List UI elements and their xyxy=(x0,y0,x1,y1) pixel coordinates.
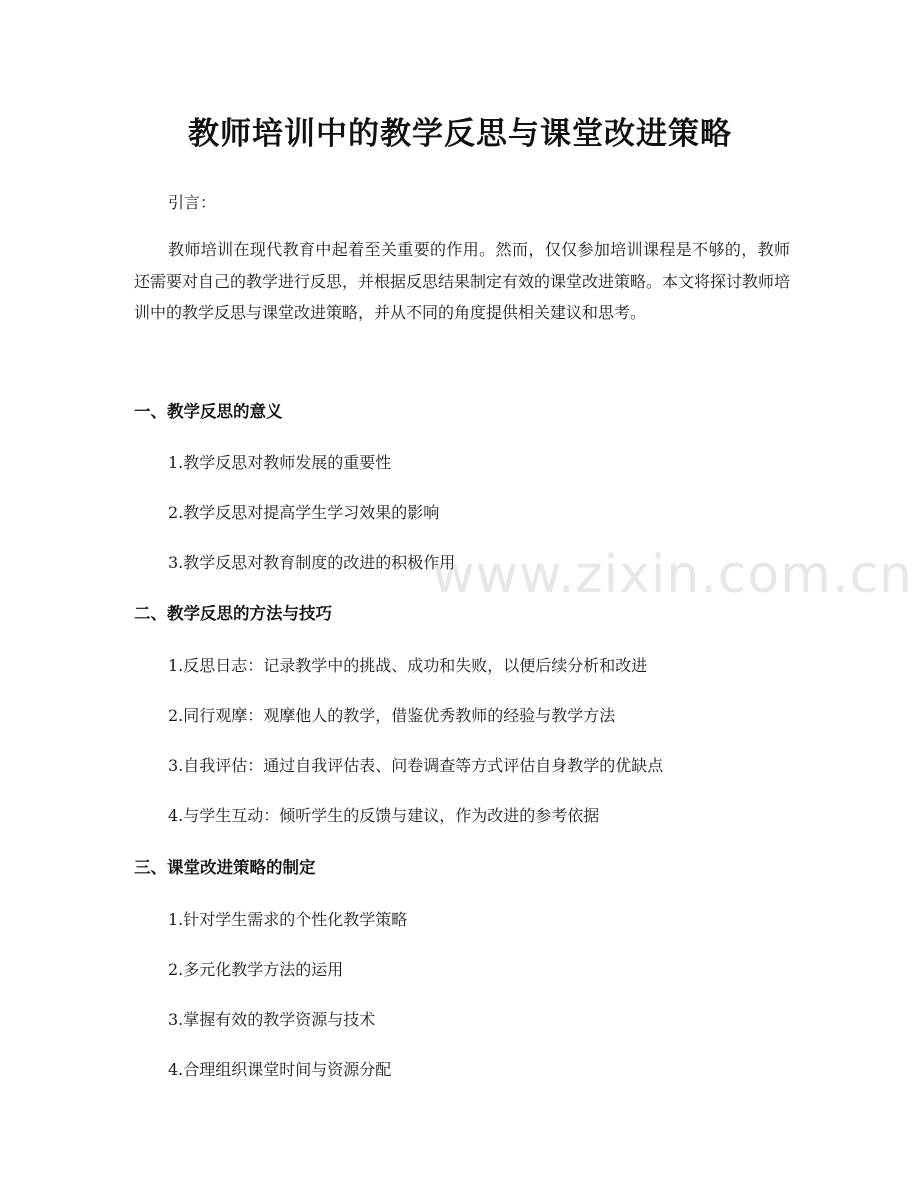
section-2-item-4: 4.与学生互动：倾听学生的反馈与建议，作为改进的参考依据 xyxy=(168,806,600,825)
intro-paragraph: 教师培训在现代教育中起着至关重要的作用。然而，仅仅参加培训课程是不够的，教师还需要对自己的教学进行反思，并根据反思结果制定有效的课堂改进策略。本文将探讨教师培训中的教学反思与课堂改进策略，并从不同的角度提供相关建议和思考。 xyxy=(134,240,791,322)
section-3-item-3: 3.掌握有效的教学资源与技术 xyxy=(168,1010,376,1029)
section-3-item-2: 2.多元化教学方法的运用 xyxy=(168,960,344,979)
section-2-item-1: 1.反思日志：记录教学中的挑战、成功和失败，以便后续分析和改进 xyxy=(168,656,648,675)
section-heading-1: 一、教学反思的意义 xyxy=(134,402,283,421)
section-3-item-1: 1.针对学生需求的个性化教学策略 xyxy=(168,910,408,929)
watermark: www.zixin.com.cn xyxy=(432,545,913,605)
section-2-item-3: 3.自我评估：通过自我评估表、问卷调查等方式评估自身教学的优缺点 xyxy=(168,756,664,775)
intro-label: 引言： xyxy=(168,193,217,212)
section-3-item-4: 4.合理组织课堂时间与资源分配 xyxy=(168,1060,392,1079)
section-1-item-1: 1.教学反思对教师发展的重要性 xyxy=(168,453,392,472)
section-2-item-2: 2.同行观摩：观摩他人的教学，借鉴优秀教师的经验与教学方法 xyxy=(168,706,616,725)
document-title: 教师培训中的教学反思与课堂改进策略 xyxy=(188,116,732,152)
section-heading-2: 二、教学反思的方法与技巧 xyxy=(134,604,332,623)
section-1-item-2: 2.教学反思对提高学生学习效果的影响 xyxy=(168,503,440,522)
section-1-item-3: 3.教学反思对教育制度的改进的积极作用 xyxy=(168,553,456,572)
section-heading-3: 三、课堂改进策略的制定 xyxy=(134,858,316,877)
